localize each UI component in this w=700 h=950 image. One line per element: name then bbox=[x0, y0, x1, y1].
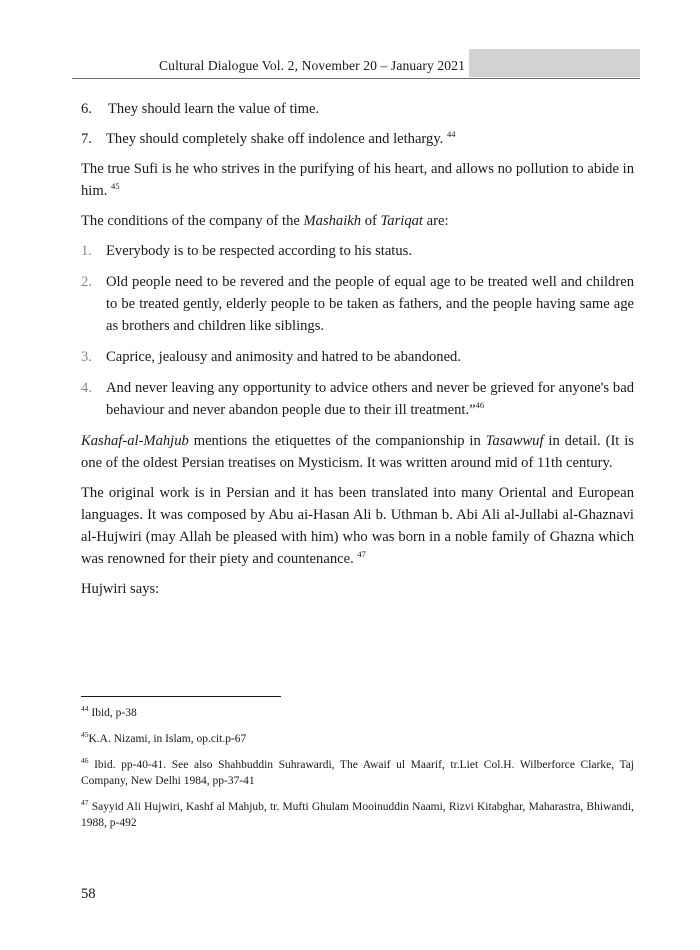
term-mashaikh: Mashaikh bbox=[303, 213, 362, 229]
condition-number: 2. bbox=[81, 274, 92, 290]
list-item-text: They should learn the value of time. bbox=[108, 101, 320, 117]
paragraph-kashaf bbox=[81, 430, 634, 474]
body-text bbox=[81, 98, 634, 608]
condition-text: Old people need to be revered and the people of equal age to be treated well and children to be treated gently, elderly people to be taken as fathers, and the people having same age as brothers and children like siblings. bbox=[106, 274, 634, 334]
footnote-ref-47: 47 bbox=[357, 549, 366, 559]
condition-number: 4. bbox=[81, 380, 92, 396]
condition-text: Caprice, jealousy and animosity and hatred to be abandoned. bbox=[106, 349, 462, 365]
footnote-text: Sayyid Ali Hujwiri, Kashf al Mahjub, tr. Mufti Ghulam Mooinuddin Naami, Rizvi Kitabghar, Maharastra, Bhiwandi, 1988, p-492 bbox=[81, 801, 634, 829]
page-number: 58 bbox=[81, 886, 96, 902]
footnote-text: Ibid, p-38 bbox=[88, 707, 137, 719]
footnote-47 bbox=[81, 799, 634, 831]
condition-item-4 bbox=[81, 377, 634, 421]
paragraph-text: The original work is in Persian and it has been translated into many Oriental and European languages. It was composed by Abu ai-Hasan Ali b. Uthman b. Abi Ali al-Jullabi al-Ghaznavi al-Hujwiri (may Allah be pleased with him) who was born in a noble family of Ghazna which was renowned for their piety and countenance. bbox=[81, 485, 634, 567]
paragraph-true-sufi bbox=[81, 158, 634, 202]
condition-item-2 bbox=[81, 271, 634, 337]
footnote-text: K.A. Nizami, in Islam, op.cit.p-67 bbox=[88, 733, 247, 745]
footnote-ref-45: 45 bbox=[111, 181, 120, 191]
condition-item-3 bbox=[81, 346, 634, 368]
term-tariqat: Tariqat bbox=[380, 213, 423, 229]
list-item-number: 6. bbox=[81, 101, 92, 117]
text-run: in detail. (It is one of the oldest Persian treatises on Mysticism. It was written around mid of 11th century. bbox=[81, 433, 634, 471]
footnote-number: 45 bbox=[81, 730, 89, 739]
footnote-number: 44 bbox=[81, 704, 89, 713]
footnote-number: 47 bbox=[81, 798, 89, 807]
condition-text: And never leaving any opportunity to advice others and never be grieved for anyone's bad behaviour and never abandon people due to their ill treatment.” bbox=[106, 380, 634, 418]
condition-text: Everybody is to be respected according to his status. bbox=[106, 243, 412, 259]
footnote-44 bbox=[81, 705, 634, 721]
paragraph-conditions-intro bbox=[81, 210, 634, 232]
condition-number: 1. bbox=[81, 243, 92, 259]
condition-item-1 bbox=[81, 240, 634, 262]
footnote-45 bbox=[81, 731, 634, 747]
text-run: of bbox=[361, 213, 381, 229]
text-run: mentions the etiquettes of the companionship in bbox=[188, 433, 486, 449]
running-header: Cultural Dialogue Vol. 2, November 20 – January 2021 bbox=[159, 58, 465, 73]
footnote-46 bbox=[81, 757, 634, 789]
list-item-text: They should completely shake off indolence and lethargy. bbox=[106, 131, 444, 147]
footnotes bbox=[81, 705, 634, 841]
term-kashaf-al-mahjub: Kashaf-al-Mahjub bbox=[81, 433, 189, 449]
term-tasawwuf: Tasawwuf bbox=[485, 433, 544, 449]
paragraph-original-work bbox=[81, 482, 634, 570]
list-item-6 bbox=[81, 98, 634, 120]
header-shaded-box bbox=[469, 49, 640, 77]
header-rule bbox=[72, 78, 640, 79]
paragraph-hujwiri-says: Hujwiri says: bbox=[81, 581, 160, 597]
footnote-ref-46: 46 bbox=[475, 400, 485, 410]
footnote-rule bbox=[81, 696, 281, 697]
footnote-ref-44: 44 bbox=[446, 129, 456, 139]
text-run: are: bbox=[423, 213, 449, 229]
list-item-number: 7. bbox=[81, 131, 92, 147]
footnote-text: Ibid. pp-40-41. See also Shahbuddin Suhrawardi, The Awaif ul Maarif, tr.Liet Col.H. Wilberforce Clarke, Taj Company, New Delhi 1984, pp-37-41 bbox=[81, 759, 634, 787]
text-run: The conditions of the company of the bbox=[81, 213, 304, 229]
footnote-number: 46 bbox=[81, 756, 89, 765]
list-item-7 bbox=[81, 128, 634, 150]
paragraph-text: The true Sufi is he who strives in the purifying of his heart, and allows no pollution to abide in him. bbox=[81, 161, 634, 199]
condition-number: 3. bbox=[81, 349, 92, 365]
